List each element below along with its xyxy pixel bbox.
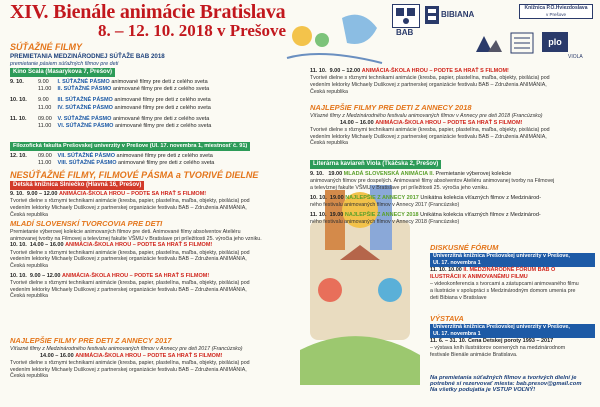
footer-notes	[430, 375, 581, 393]
row-desc: Tvorivé dielne s rôznymi technikami animácie (kresba, papier, plastelína, maľba, objekty, pixilácia) pod	[310, 126, 550, 133]
row-desc: vedením lektorky Michaely Duškovej z partnerskej organizácie festivalu BAB – Združenia ANIMÁNIA,	[310, 81, 547, 88]
row-title: II. SÚŤAŽNÉ PÁSMO	[57, 86, 112, 93]
page-title: XIV. Bienále animácie Bratislava	[10, 1, 286, 23]
best-annecy-2017-heading: NAJLEPŠIE FILMY PRE DETI Z ANNECY 2017	[10, 336, 172, 345]
festival-dates: 8. – 12. 10. 2018 v Prešove	[98, 21, 287, 40]
row-desc: Česká republika	[10, 373, 48, 380]
row-time: 11.00	[38, 123, 52, 130]
kniznica-sub: v Prešove	[545, 12, 566, 17]
sponsor-logos	[392, 2, 597, 60]
competition-heading: SÚŤAŽNÉ FILMY	[10, 42, 82, 52]
row-tail: Premietanie výberovej kolekcie	[435, 171, 512, 177]
row-time: 09.00	[38, 115, 52, 122]
forum-block	[430, 253, 595, 302]
venue-filozoficka-fakulta: Filozofická fakulta Prešovskej univerzity v Prešove (Ul. 17. novembra 1, miestnosť č. 91)	[10, 142, 250, 151]
row-date: 12. 10.	[10, 153, 27, 159]
row-desc: vedením lektorky Michaely Duškovej z partnerskej organizácie festivalu BAB – Združenia ANIMÁNIA,	[10, 366, 247, 373]
bab-logo-text: BAB	[396, 28, 414, 37]
row-title: ANIMÁCIA-ŠKOLA HROU – PODTE SA HRAŤ S FILMOM!	[65, 242, 213, 249]
row-time: 9.00	[38, 79, 49, 85]
row-title: ANIMÁCIA-ŠKOLA HROU – PODTE SA HRAŤ S FILMOM!	[375, 119, 523, 126]
row-title: NAJLEPŠIE Z ANNECY 2017	[345, 194, 419, 201]
row-date: 11. 10.	[310, 68, 327, 74]
row-time: 19.00	[329, 211, 344, 218]
row-desc: animované filmy pre deti z celého sveta	[112, 86, 210, 93]
row-time: 14.00 – 16.00	[29, 242, 64, 249]
noncomp-heading: NESÚŤAŽNÉ FILMY, FILMOVÉ PÁSMA a TVORIVÉ DIELNE	[10, 170, 259, 180]
row-title: IV. SÚŤAŽNÉ PÁSMO	[57, 104, 113, 111]
row-desc: ného festivalu animovaných filmov v Annecy 2018 (Francúzsko)	[310, 218, 460, 225]
row-time: 09.00	[38, 153, 52, 159]
row-tail: Unikátna kolekcia víťazných filmov z Medzinárod-	[420, 194, 542, 201]
row-desc: Tvorivé dielne s rôznymi technikami animácie (kresba, papier, plastelína, maľba, objekty, pixilácia) pod	[10, 198, 250, 205]
forum-heading: DISKUSNÉ FÓRUM	[430, 243, 499, 252]
row-desc: Tvorivé dielne s rôznymi technikami animácie (kresba, papier, plastelína, maľba, objekty, pixilácia) pod	[310, 75, 550, 82]
row-desc: animované filmy pre deti z celého sveta	[118, 160, 215, 167]
row-desc: Tvorivé dielne s rôznymi technikami animácie (kresba, papier, plastelína, maľba, objekty, pixilácia) pod	[10, 279, 250, 286]
row-time: 19.00	[329, 194, 344, 201]
competition-row	[10, 86, 211, 93]
row-time: 14.00 – 16.00	[40, 352, 74, 359]
row-desc: animované filmy pre deti z celého sveta	[114, 123, 212, 130]
row-time: 9.00 – 12.00	[329, 68, 361, 74]
row-desc: Česká republika	[10, 263, 48, 270]
row-title: ANIMÁCIA-ŠKOLA HROU – PODTE SA HRAŤ S FILMOM!	[361, 68, 509, 74]
row-date: 10. 10.	[10, 242, 27, 249]
competition-row	[10, 116, 211, 123]
competition-rows	[10, 79, 211, 130]
forum-desc: – videokonferencia s tvorcami a zástupcami animovaného filmu	[430, 281, 579, 288]
forum-venue-1: Univerzitná knižnica Prešovskej univerzity v Prešove,	[430, 253, 595, 260]
competition-rows-2	[10, 153, 214, 167]
row-desc: animované filmy pre deti z celého sveta	[116, 153, 213, 159]
best-desc: Víťazné filmy z Medzinárodného festivalu animovaných filmov v Annecy pre deti 2017 (Francúzsko)	[10, 346, 243, 352]
expo-heading: VÝSTAVA	[430, 314, 464, 323]
row-time: 11.00	[38, 104, 52, 111]
row-title: II. MEDZINÁRODNÉ FÓRUM BAB O	[463, 267, 556, 273]
venue-slniecko: Detská knižnica Slniečko (Hlavná 16, Prešov)	[10, 181, 144, 190]
viola-block	[310, 171, 554, 225]
competition-row	[10, 160, 214, 167]
expo-venue-1: Univerzitná knižnica Prešovskej univerzity v Prešove,	[430, 324, 595, 331]
footer-line-2: potrebné si rezervovať miesta: bab.presov@gmail.com	[430, 381, 582, 387]
university-logo-icon	[510, 32, 534, 59]
row-title-2: ILUSTRÁCII K ANIMOVANÉMU FILMU	[430, 274, 528, 281]
competition-row	[10, 123, 211, 130]
row-desc: animované filmy pre deti z celého sveta	[114, 97, 211, 104]
row-tail: Unikátna kolekcia víťazných filmov z Medzinárod-	[420, 211, 541, 218]
row-time: 11.00	[38, 160, 52, 167]
row-desc: Česká republika	[310, 140, 348, 147]
row-desc: vedením lektorky Michaely Duškovej z partnerskej organizácie festivalu BAB – Združenia ANIMÁNIA,	[10, 286, 247, 293]
row-time: 9.00 – 12.00	[29, 272, 61, 279]
footer-line-3: Na všetky podujatia je VSTUP VOĽNÝ!	[430, 387, 536, 393]
forum-venue-2: Ul. 17. novembra 1	[430, 260, 595, 267]
row-desc: animované filmy pre deti z celého sveta	[114, 104, 211, 111]
row-time: 9.00 – 12.00	[26, 191, 58, 197]
row-title: ANIMÁCIA-ŠKOLA HROU – PODTE SA HRAŤ S FILMOM!	[58, 191, 207, 197]
competition-sub1: PREMIETANIA MEDZINÁRODNEJ SÚŤAŽE BAB 2018	[10, 53, 165, 60]
kniznica-logo	[519, 4, 593, 19]
row-date: 9. 10.	[10, 79, 24, 85]
row-date: 10. 10.	[310, 194, 327, 201]
young-block	[10, 229, 262, 300]
row-title: Cena Detskej poroty 1993 – 2017	[467, 338, 554, 344]
row-date: 9. 10.	[10, 191, 24, 197]
row-desc: vedením lektorky Michaely Duškovej z partnerskej organizácie festivalu BAB – Združenia ANIMÁNIA,	[310, 133, 547, 140]
row-desc: Česká republika	[10, 211, 48, 218]
row-desc: Česká republika	[310, 88, 348, 95]
noncomp-block-1	[10, 191, 250, 218]
row-date: 9. 10.	[310, 171, 324, 177]
bibiana-logo-icon	[425, 6, 439, 29]
right-block-1	[310, 68, 550, 95]
expo-desc: festivale Bienále animácie Bratislava.	[430, 351, 518, 358]
row-desc: Česká republika	[10, 293, 48, 300]
bibiana-logo-text: BIBIANA	[441, 10, 475, 19]
annecy-desc: Víťazné filmy z Medzinárodného festivalu animovaných filmov v Annecy pre deti 2018 (Francúzsko)	[310, 113, 543, 119]
row-desc: a televíznej fakulte VŠMU v Bratislave pri príležitosti 25. výročia jeho vzniku.	[310, 184, 489, 191]
row-date: 10. 10.	[10, 97, 27, 104]
row-title: VIII. SÚŤAŽNÉ PÁSMO	[57, 160, 117, 167]
row-time: 14.00 – 16.00	[340, 119, 374, 126]
expo-venue-2: Ul. 17. novembra 1	[430, 331, 595, 338]
expo-desc: – výstava kníh ilustrátorov ocenených na medzinárodnom	[430, 345, 566, 352]
row-title: III. SÚŤAŽNÉ PÁSMO	[57, 97, 113, 104]
row-desc: Tvorivé dielne s rôznymi technikami animácie (kresba, papier, plastelína, maľba, objekty, pixilácia) pod	[10, 359, 250, 366]
expo-block	[430, 324, 595, 359]
row-title: NAJLEPŠIE Z ANNECY 2018	[344, 211, 419, 218]
row-title: ANIMÁCIA-ŠKOLA HROU – PODTE SA HRAŤ S FILMOM!	[75, 352, 223, 359]
row-desc: vedením lektorky Michaely Duškovej z partnerskej organizácie festivalu BAB – Združenia ANIMÁNIA,	[10, 256, 247, 263]
row-desc: animované filmy pre deti z celého sveta	[112, 115, 210, 122]
competition-row	[10, 105, 211, 112]
young-desc: Premietanie výberovej kolekcie animovaných filmov pre deti. Animované filmy absolventov Ateliéru	[10, 229, 241, 235]
decorative-illustration-top	[282, 8, 387, 68]
row-time: 19.00	[328, 171, 343, 177]
young-desc: animovanej tvorby na Filmovej a televíznej fakulte VŠMU v Bratislave pri príležitosti 25. výročia jeho vzniku.	[10, 235, 262, 242]
row-desc: animované filmy pre deti z celého sveta	[111, 79, 208, 85]
row-date: 10. 10.	[10, 272, 27, 279]
best-annecy-2017-block	[10, 346, 250, 380]
annecy-2018-block	[310, 113, 550, 147]
row-time: 11.00	[38, 86, 52, 93]
competition-row	[10, 97, 211, 104]
viola-logo-icon	[474, 32, 504, 59]
row-title: I. SÚŤAŽNÉ PÁSMO	[57, 79, 110, 85]
row-date: 11. 10.	[310, 211, 327, 218]
footer-line-1: Na premietania súťažných filmov a tvorivých dielní je	[430, 375, 577, 381]
viola-logo-text: VIOLA	[568, 54, 583, 60]
annecy-2018-heading: NAJLEPŠIE FILMY PRE DETI Z ANNECY 2018	[310, 103, 472, 112]
row-title: ANIMÁCIA-ŠKOLA HROU – PODTE SA HRAŤ S FILMOM!	[62, 272, 210, 279]
row-desc: animovaných filmov pre dospelých. Animované filmy absolventov Ateliéru animovanej tvorby na Filmovej	[310, 178, 555, 185]
row-title: MLADÁ SLOVENSKÁ ANIMÁCIA II.	[343, 171, 434, 177]
row-date: 11. 10.	[10, 115, 27, 122]
row-time: 9.00	[38, 97, 49, 104]
venue-kino-scala: Kino Scala (Masarykova 7, Prešov)	[10, 68, 115, 77]
row-date: 11. 6. – 31. 10.	[430, 338, 467, 344]
row-date: 11. 10.	[430, 267, 447, 273]
competition-sub2: premietanie pásiem súťažných filmov pre deti	[10, 61, 119, 67]
row-title: VI. SÚŤAŽNÉ PÁSMO	[57, 123, 114, 130]
kniznica-name: Knižnica P.O.Hviezdoslava	[524, 5, 588, 11]
row-desc: vedením lektorky Michaely Duškovej z partnerskej organizácie festivalu BAB – Združenia ANIMÁNIA,	[10, 204, 247, 211]
row-time: 10.00	[448, 267, 462, 273]
venue-viola: Literárna kaviareň Viola (Tkáčska 2, Prešov)	[310, 160, 441, 169]
row-title: VII. SÚŤAŽNÉ PÁSMO	[57, 153, 115, 159]
row-desc: ného festivalu animovaných filmov v Annecy 2017 (Francúzsko)	[310, 201, 460, 208]
row-title: V. SÚŤAŽNÉ PÁSMO	[57, 115, 112, 122]
young-heading: MLADÍ SLOVENSKÍ TVORCOVIA PRE DETI	[10, 219, 163, 228]
plo-logo: plo	[542, 32, 568, 52]
bab-logo-icon	[392, 4, 420, 28]
forum-desc: deti Bibiana v Bratislave	[430, 294, 487, 301]
row-desc: Tvorivé dielne s rôznymi technikami animácie (kresba, papier, plastelína, maľba, objekty, pixilácia) pod	[10, 249, 250, 256]
forum-desc: a ilustrácie v spolupráci s Medzinárodným domom umenia pre	[430, 288, 576, 295]
